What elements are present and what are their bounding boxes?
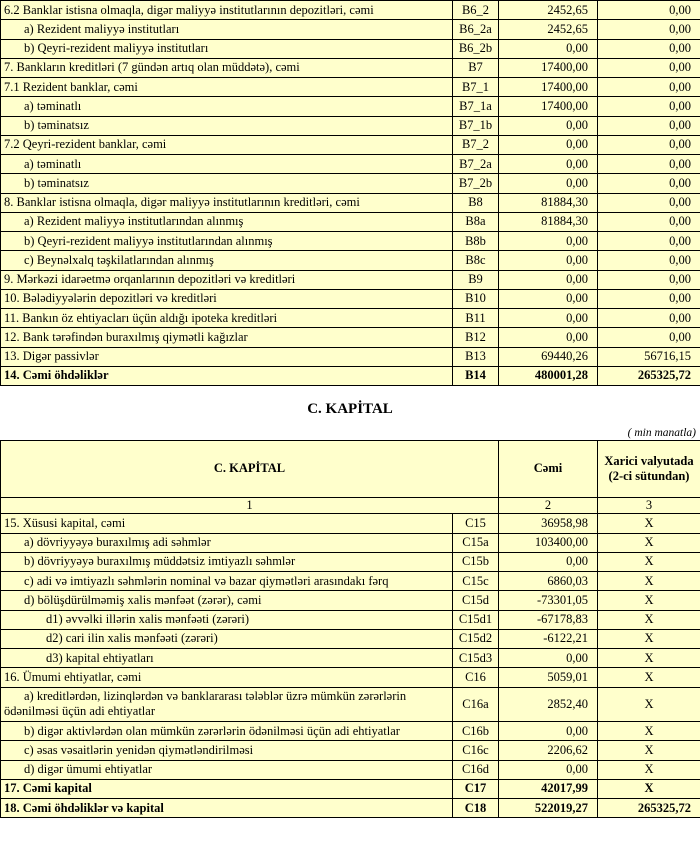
row-total: 17400,00 (499, 78, 598, 97)
row-foreign: 0,00 (598, 232, 700, 251)
row-label: d3) kapital ehtiyatları (1, 649, 453, 668)
row-label: a) kreditlərdən, lizinqlərdən və banklararası tələblər üzrə mümkün zərərlərin ödənilməsi üçün adi ehtiyatlar (1, 687, 453, 722)
table-row (1, 39, 700, 58)
capital-table (0, 440, 700, 818)
row-foreign: X (598, 687, 700, 722)
row-foreign: 265325,72 (598, 366, 700, 385)
row-code: C18 (453, 799, 499, 818)
row-label: a) təminatlı (1, 97, 453, 116)
row-foreign: X (598, 649, 700, 668)
table-row (1, 251, 700, 270)
row-foreign: X (598, 533, 700, 552)
row-total: 0,00 (499, 289, 598, 308)
row-total: 2452,65 (499, 1, 598, 20)
row-total: 17400,00 (499, 97, 598, 116)
row-foreign: 0,00 (598, 328, 700, 347)
row-code: B6_2b (453, 39, 499, 58)
row-foreign: 0,00 (598, 20, 700, 39)
row-label: b) təminatsız (1, 116, 453, 135)
row-code: B12 (453, 328, 499, 347)
row-foreign: X (598, 591, 700, 610)
row-code: C15 (453, 514, 499, 533)
row-foreign: 0,00 (598, 155, 700, 174)
row-label: c) Beynəlxalq təşkilatlarından alınmış (1, 251, 453, 270)
row-foreign: 0,00 (598, 174, 700, 193)
row-code: B9 (453, 270, 499, 289)
row-total: 103400,00 (499, 533, 598, 552)
row-foreign: X (598, 629, 700, 648)
capital-table-header (1, 441, 700, 514)
table-row (1, 328, 700, 347)
row-foreign: 0,00 (598, 39, 700, 58)
table-row (1, 270, 700, 289)
row-code: B7_2a (453, 155, 499, 174)
row-total: 5059,01 (499, 668, 598, 687)
row-label: 12. Bank tərəfindən buraxılmış qiymətli kağızlar (1, 328, 453, 347)
row-total: -67178,83 (499, 610, 598, 629)
row-label: 7.2 Qeyri-rezident banklar, cəmi (1, 135, 453, 154)
row-foreign: X (598, 572, 700, 591)
row-code: B8c (453, 251, 499, 270)
row-foreign: 0,00 (598, 78, 700, 97)
table-row (1, 629, 700, 648)
row-code: B7 (453, 58, 499, 77)
row-label: c) adi və imtiyazlı səhmlərin nominal və bazar qiymətləri arasındakı fərq (1, 572, 453, 591)
table-row (1, 97, 700, 116)
row-total: 0,00 (499, 116, 598, 135)
column-number-1: 1 (1, 498, 499, 514)
capital-numbering-row (1, 498, 700, 514)
row-label: d) bölüşdürülməmiş xalis mənfəət (zərər), cəmi (1, 591, 453, 610)
table-row (1, 78, 700, 97)
row-label: 8. Banklar istisna olmaqla, digər maliyyə institutlarının kreditləri, cəmi (1, 193, 453, 212)
row-label: 13. Digər passivlər (1, 347, 453, 366)
capital-header-row (1, 441, 700, 498)
row-code: C15d2 (453, 629, 499, 648)
row-label: 10. Bələdiyyələrin depozitləri və kreditləri (1, 289, 453, 308)
row-foreign: 0,00 (598, 1, 700, 20)
table-row (1, 533, 700, 552)
row-label: b) Qeyri-rezident maliyyə institutları (1, 39, 453, 58)
row-foreign: X (598, 741, 700, 760)
unit-note: ( min manatla) (627, 427, 696, 439)
liabilities-table-body (1, 1, 700, 386)
row-total: 42017,99 (499, 779, 598, 798)
row-total: 522019,27 (499, 799, 598, 818)
row-total: 69440,26 (499, 347, 598, 366)
table-row (1, 309, 700, 328)
table-row (1, 722, 700, 741)
table-row (1, 155, 700, 174)
row-label: d1) əvvəlki illərin xalis mənfəəti (zərəri) (1, 610, 453, 629)
capital-section-title: C. KAPİTAL (307, 401, 393, 417)
row-label: 14. Cəmi öhdəliklər (1, 366, 453, 385)
table-row (1, 193, 700, 212)
row-code: C15c (453, 572, 499, 591)
row-foreign: X (598, 668, 700, 687)
row-code: C15a (453, 533, 499, 552)
table-row (1, 572, 700, 591)
row-total: 36958,98 (499, 514, 598, 533)
row-label: a) dövriyyəyə buraxılmış adi səhmlər (1, 533, 453, 552)
table-row (1, 1, 700, 20)
row-total: 0,00 (499, 309, 598, 328)
row-code: B7_1b (453, 116, 499, 135)
capital-header-title-cell: C. KAPİTAL (1, 441, 499, 498)
table-row (1, 20, 700, 39)
row-total: 0,00 (499, 39, 598, 58)
row-total: 0,00 (499, 760, 598, 779)
row-total: 480001,28 (499, 366, 598, 385)
row-total: -73301,05 (499, 591, 598, 610)
row-code: C15d (453, 591, 499, 610)
row-code: B11 (453, 309, 499, 328)
table-row (1, 552, 700, 571)
table-row (1, 366, 700, 385)
row-total: 17400,00 (499, 58, 598, 77)
table-row (1, 610, 700, 629)
row-total: 0,00 (499, 552, 598, 571)
row-label: d2) cari ilin xalis mənfəəti (zərəri) (1, 629, 453, 648)
row-code: B8a (453, 212, 499, 231)
row-code: B7_2 (453, 135, 499, 154)
row-label: b) dövriyyəyə buraxılmış müddətsiz imtiyazlı səhmlər (1, 552, 453, 571)
row-code: B10 (453, 289, 499, 308)
row-foreign: 0,00 (598, 270, 700, 289)
row-code: C16a (453, 687, 499, 722)
row-code: C16b (453, 722, 499, 741)
table-row (1, 174, 700, 193)
row-total: 0,00 (499, 270, 598, 289)
row-label: a) təminatlı (1, 155, 453, 174)
row-code: B7_1 (453, 78, 499, 97)
row-foreign: 0,00 (598, 212, 700, 231)
row-label: 9. Mərkəzi idarəetmə orqanlarının depozitləri və kreditləri (1, 270, 453, 289)
row-code: B7_2b (453, 174, 499, 193)
row-total: 2206,62 (499, 741, 598, 760)
row-label: 16. Ümumi ehtiyatlar, cəmi (1, 668, 453, 687)
row-total: 0,00 (499, 251, 598, 270)
row-foreign: 0,00 (598, 97, 700, 116)
row-foreign: X (598, 552, 700, 571)
row-label: 7.1 Rezident banklar, cəmi (1, 78, 453, 97)
row-code: B8b (453, 232, 499, 251)
table-row (1, 799, 700, 818)
row-label: 18. Cəmi öhdəliklər və kapital (1, 799, 453, 818)
row-code: C17 (453, 779, 499, 798)
row-total: 0,00 (499, 232, 598, 251)
capital-header-total-cell: Cəmi (499, 441, 598, 498)
table-row (1, 212, 700, 231)
column-number-2: 2 (499, 498, 598, 514)
row-foreign: 0,00 (598, 289, 700, 308)
row-foreign: X (598, 514, 700, 533)
table-row (1, 347, 700, 366)
row-total: 0,00 (499, 722, 598, 741)
row-foreign: 0,00 (598, 116, 700, 135)
row-code: C16 (453, 668, 499, 687)
row-label: 6.2 Banklar istisna olmaqla, digər maliyyə institutlarının depozitləri, cəmi (1, 1, 453, 20)
row-total: 2852,40 (499, 687, 598, 722)
table-row (1, 687, 700, 722)
row-label: b) digər aktivlərdən olan mümkün zərərlərin ödənilməsi üçün adi ehtiyatlar (1, 722, 453, 741)
row-total: -6122,21 (499, 629, 598, 648)
row-code: C15d3 (453, 649, 499, 668)
capital-table-body (1, 514, 700, 818)
table-row (1, 232, 700, 251)
row-label: 15. Xüsusi kapital, cəmi (1, 514, 453, 533)
row-total: 0,00 (499, 174, 598, 193)
row-total: 81884,30 (499, 193, 598, 212)
row-foreign: X (598, 610, 700, 629)
row-label: a) Rezident maliyyə institutları (1, 20, 453, 39)
row-foreign: 0,00 (598, 58, 700, 77)
row-code: B14 (453, 366, 499, 385)
row-label: 11. Bankın öz ehtiyacları üçün aldığı ipoteka kreditləri (1, 309, 453, 328)
row-label: a) Rezident maliyyə institutlarından alınmış (1, 212, 453, 231)
table-row (1, 135, 700, 154)
row-code: B13 (453, 347, 499, 366)
row-foreign: 0,00 (598, 135, 700, 154)
table-row (1, 668, 700, 687)
table-row (1, 741, 700, 760)
row-code: C16d (453, 760, 499, 779)
row-foreign: 265325,72 (598, 799, 700, 818)
row-foreign: 0,00 (598, 193, 700, 212)
row-foreign: X (598, 779, 700, 798)
table-row (1, 289, 700, 308)
row-label: c) əsas vəsaitlərin yenidən qiymətləndirilməsi (1, 741, 453, 760)
row-label: d) digər ümumi ehtiyatlar (1, 760, 453, 779)
row-code: B8 (453, 193, 499, 212)
table-row (1, 649, 700, 668)
table-row (1, 779, 700, 798)
row-label: b) Qeyri-rezident maliyyə institutlarından alınmış (1, 232, 453, 251)
row-foreign: 56716,15 (598, 347, 700, 366)
row-total: 6860,03 (499, 572, 598, 591)
row-foreign: 0,00 (598, 309, 700, 328)
table-row (1, 58, 700, 77)
row-total: 2452,65 (499, 20, 598, 39)
column-number-3: 3 (598, 498, 700, 514)
row-foreign: X (598, 760, 700, 779)
table-row (1, 760, 700, 779)
row-total: 81884,30 (499, 212, 598, 231)
row-total: 0,00 (499, 328, 598, 347)
row-total: 0,00 (499, 155, 598, 174)
row-code: B7_1a (453, 97, 499, 116)
row-code: C15b (453, 552, 499, 571)
table-row (1, 591, 700, 610)
liabilities-table (0, 0, 700, 386)
row-foreign: X (598, 722, 700, 741)
table-row (1, 116, 700, 135)
row-label: 17. Cəmi kapital (1, 779, 453, 798)
row-code: C16c (453, 741, 499, 760)
row-total: 0,00 (499, 649, 598, 668)
row-total: 0,00 (499, 135, 598, 154)
table-row (1, 514, 700, 533)
row-code: B6_2 (453, 1, 499, 20)
row-label: b) təminatsız (1, 174, 453, 193)
capital-header-foreign-cell: Xarici valyutada (2-ci sütundan) (598, 441, 700, 498)
row-foreign: 0,00 (598, 251, 700, 270)
row-code: B6_2a (453, 20, 499, 39)
row-label: 7. Bankların kreditləri (7 gündən artıq olan müddətə), cəmi (1, 58, 453, 77)
row-code: C15d1 (453, 610, 499, 629)
